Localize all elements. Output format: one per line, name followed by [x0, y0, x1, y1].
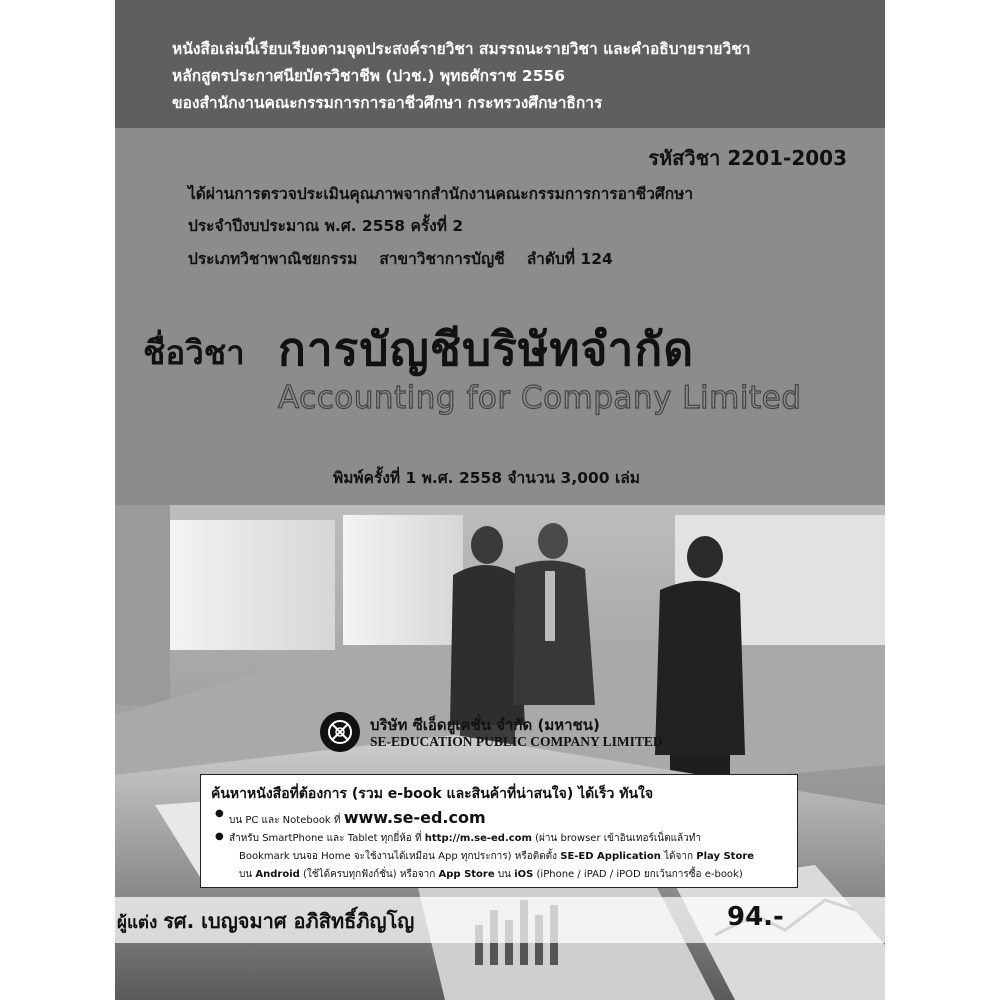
- author-name: รศ. เบญจมาศ อภิสิทธิ์ภิญโญ: [163, 909, 415, 933]
- curriculum-line-2: หลักสูตรประกาศนียบัตรวิชาชีพ (ปวช.) พุทธศักราช 2556: [172, 67, 566, 85]
- author-label: ผู้แต่ง: [117, 913, 158, 933]
- assessment-line-3: [188, 246, 613, 271]
- header-band: [115, 0, 885, 128]
- promo-item-mobile: [215, 831, 701, 846]
- mobile-site-link[interactable]: http://m.se-ed.com: [424, 833, 532, 844]
- promo-heading: ค้นหาหนังสือที่ต้องการ (รวม e-book และสินค้าที่น่าสนใจ) ได้เร็ว ทันใจ: [211, 786, 654, 802]
- line3-text-b: ได้จาก: [664, 851, 694, 862]
- se-ed-logo-icon: [320, 712, 360, 752]
- author-line: [117, 905, 414, 937]
- branch-text: สาขาวิชาการบัญชี: [379, 250, 505, 268]
- title-label: ชื่อวิชา: [143, 333, 245, 372]
- promo-line-3: [239, 849, 754, 864]
- assessment-line-1: ได้ผ่านการตรวจประเมินคุณภาพจากสำนักงานคณะกรรมการการอาชีวศึกษา: [188, 185, 694, 203]
- order-text: ลำดับที่ 124: [526, 250, 613, 268]
- course-code: รหัสวิชา 2201-2003: [648, 146, 847, 170]
- app-store-text: App Store: [438, 869, 495, 880]
- promo-item-pc: [215, 808, 486, 828]
- line4-text-d: (iPhone / iPAD / iPOD ยกเว้นการซื้อ e-book): [536, 869, 743, 880]
- mobile-text-a: สำหรับ SmartPhone และ Tablet ทุกยี่ห้อ ที่: [229, 833, 422, 844]
- line4-text-c: บน: [497, 869, 512, 880]
- promo-box: [200, 774, 798, 888]
- play-store-text: Play Store: [696, 851, 755, 862]
- ios-text: iOS: [514, 869, 534, 880]
- category-text: ประเภทวิชาพาณิชยกรรม: [188, 250, 358, 268]
- assessment-line-2: ประจำปีงบประมาณ พ.ศ. 2558 ครั้งที่ 2: [188, 217, 464, 235]
- book-title-thai: การบัญชีบริษัทจำกัด: [278, 322, 695, 376]
- bullet-icon: ●: [215, 808, 224, 819]
- book-title-english: Accounting for Company Limited: [278, 380, 802, 416]
- print-info: พิมพ์ครั้งที่ 1 พ.ศ. 2558 จำนวน 3,000 เล่ม: [333, 469, 640, 487]
- curriculum-line-1: หนังสือเล่มนี้เรียบเรียงตามจุดประสงค์รายวิชา สมรรถนะรายวิชา และคำอธิบายรายวิชา: [172, 40, 751, 58]
- curriculum-line-3: ของสำนักงานคณะกรรมการการอาชีวศึกษา กระทรวงศึกษาธิการ: [172, 94, 603, 112]
- app-name: SE-ED Application: [560, 851, 661, 862]
- bullet-icon: ●: [215, 831, 224, 842]
- line4-text-b: (ใช้ได้ครบทุกฟังก์ชั่น) หรือจาก: [302, 869, 436, 880]
- website-link[interactable]: www.se-ed.com: [343, 808, 486, 827]
- mobile-text-b: (ผ่าน browser เข้าอินเทอร์เน็ตแล้วทำ: [535, 833, 701, 844]
- promo-line-4: [239, 867, 743, 882]
- pc-prefix: บน PC และ Notebook ที่: [229, 815, 341, 826]
- price: 94.-: [727, 902, 784, 932]
- line3-text-a: Bookmark บนจอ Home จะใช้งานได้เหมือน App ทุกประการ) หรือติดตั้ง: [239, 851, 558, 862]
- publisher-name-thai: บริษัท ซีเอ็ดยูเคชั่น จำกัด (มหาชน): [370, 716, 600, 734]
- line4-text-a: บน: [239, 869, 253, 880]
- android-text: Android: [255, 869, 300, 880]
- book-cover: [115, 0, 885, 1000]
- publisher-name-english: SE-EDUCATION PUBLIC COMPANY LIMITED: [370, 734, 663, 749]
